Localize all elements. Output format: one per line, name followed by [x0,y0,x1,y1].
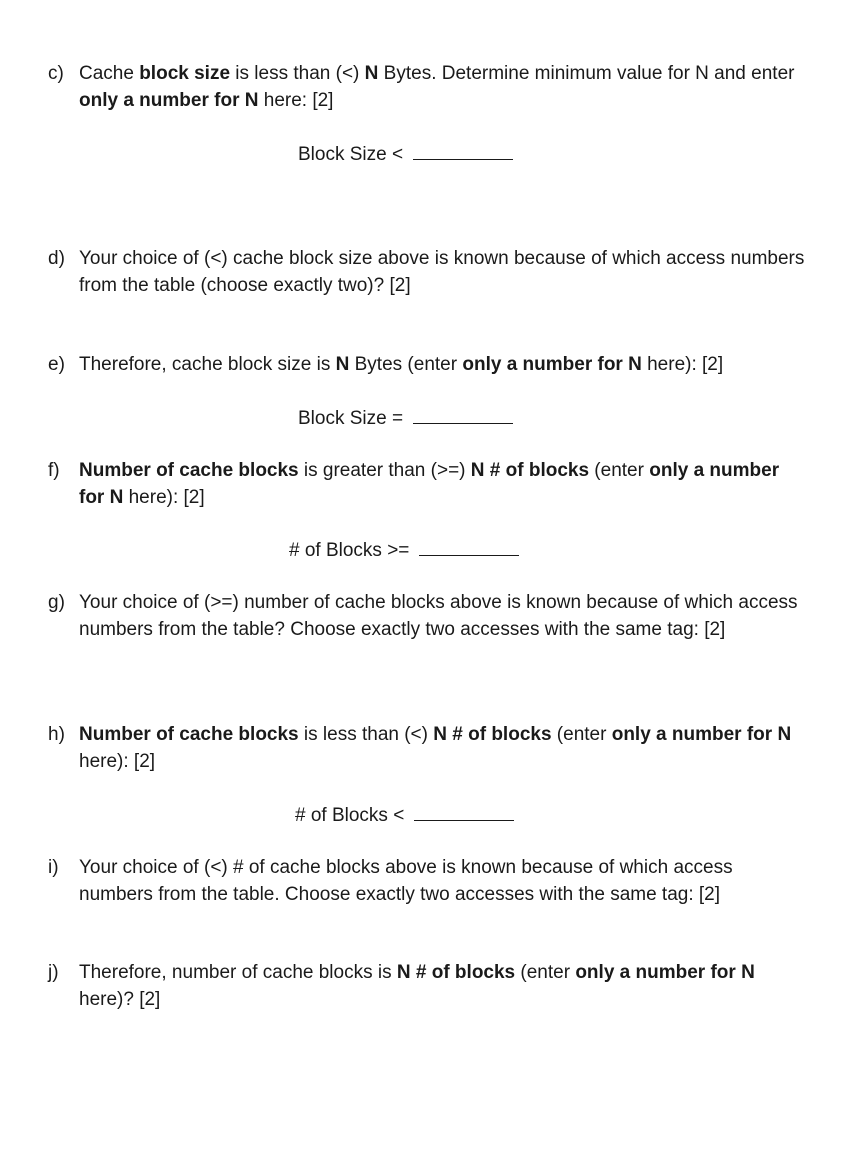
question-label: i) [48,857,59,878]
question-j [48,959,808,1013]
answer-label: # of Blocks >= [289,540,410,561]
question-label: g) [48,592,65,613]
question-e [48,351,808,378]
answer-blank-line[interactable] [414,801,514,821]
question-h [48,721,808,775]
answer-block-size-lt [298,140,513,168]
question-text: Number of cache blocks is greater than (>=) N # of blocks (enter only a number for N here): [2] [79,460,780,508]
question-label: d) [48,248,65,269]
answer-blocks-ge [289,536,519,564]
question-text: Therefore, number of cache blocks is N # of blocks (enter only a number for N here)? [2] [79,962,755,1010]
answer-label: Block Size = [298,408,404,429]
question-text: Your choice of (<) cache block size above is known because of which access numbers from the table (choose exactly two)? [2] [79,248,805,296]
question-d [48,245,808,299]
question-g [48,589,808,643]
answer-label: Block Size < [298,144,404,165]
question-label: c) [48,63,64,84]
answer-blank-line[interactable] [419,536,519,556]
question-text: Number of cache blocks is less than (<) N # of blocks (enter only a number for N here): [2] [79,724,792,772]
answer-blank-line[interactable] [413,140,513,160]
question-i [48,854,808,908]
question-label: e) [48,354,65,375]
answer-label: # of Blocks < [295,805,405,826]
question-text: Therefore, cache block size is N Bytes (enter only a number for N here): [2] [79,354,724,375]
question-label: j) [48,962,59,983]
answer-blocks-lt [295,801,514,829]
question-text: Your choice of (<) # of cache blocks above is known because of which access numbers from the table. Choose exactly two accesses with the same tag: [2] [79,857,733,905]
question-label: h) [48,724,65,745]
question-text: Your choice of (>=) number of cache blocks above is known because of which access numbers from the table? Choose exactly two accesses with the same tag: [2] [79,592,798,640]
question-c [48,60,808,114]
question-f [48,457,808,511]
question-label: f) [48,460,60,481]
question-text: Cache block size is less than (<) N Bytes. Determine minimum value for N and enter only a number for N here: [2] [79,63,795,111]
answer-block-size-eq [298,404,513,432]
answer-blank-line[interactable] [413,404,513,424]
